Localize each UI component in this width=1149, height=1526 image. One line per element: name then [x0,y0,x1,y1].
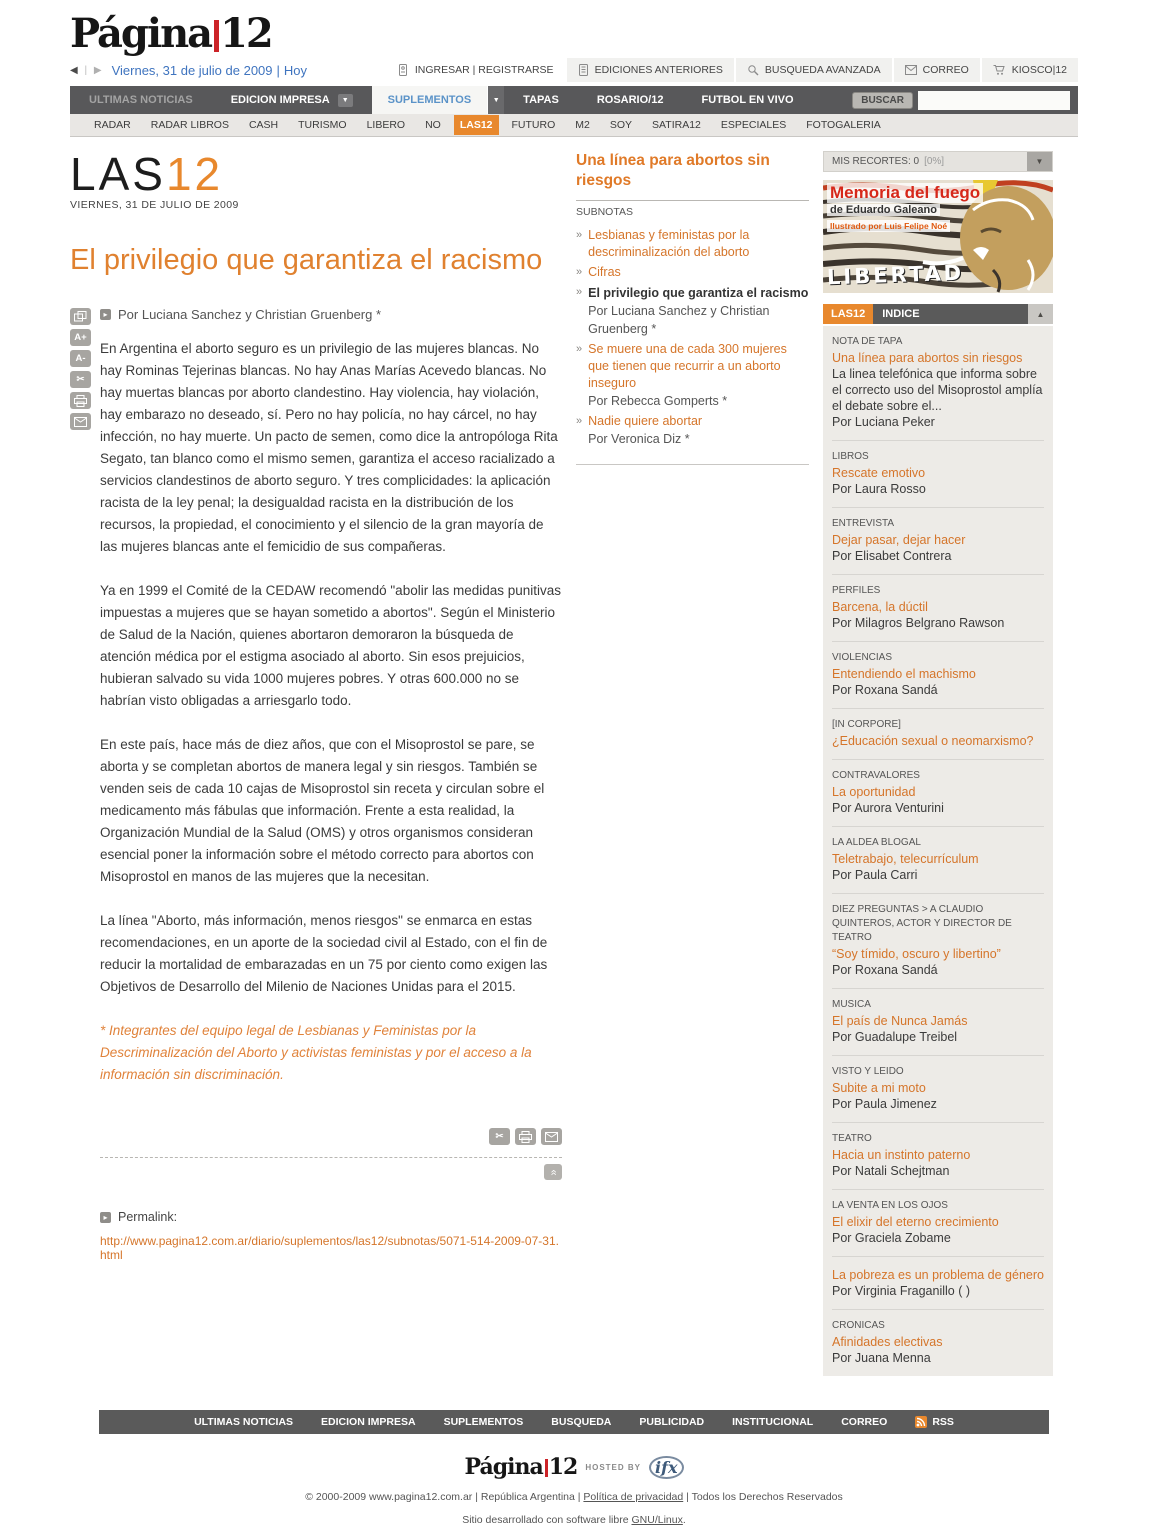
entry-section: LIBROS [832,451,869,462]
nav-search-area [852,86,1078,114]
entry-title-link[interactable]: Teletrabajo, telecurrículum [832,852,979,866]
entry-teaser: La linea telefónica que informa sobre el correcto uso del Misoprostol amplía el debate sobre el... [832,367,1043,413]
memoria-del-fuego-ad[interactable] [823,180,1053,293]
indice-entry [832,575,1044,642]
subnotas-list [576,227,809,448]
chevron-down-icon[interactable]: ▼ [487,86,504,114]
subnota-item-current [576,284,809,338]
entry-section: PERFILES [832,585,881,596]
correo-link[interactable] [894,58,980,82]
subnav-especiales[interactable]: ESPECIALES [720,119,787,131]
subnota-item [576,413,809,448]
entry-title-link[interactable]: Subite a mi moto [832,1081,926,1095]
chevron-down-icon[interactable]: ▼ [338,94,353,107]
today-link[interactable]: Hoy [283,62,308,78]
entry-title-link[interactable]: La oportunidad [832,785,916,799]
correo-label: CORREO [922,64,969,76]
indice-entries [823,326,1053,1376]
subnota-link[interactable]: Se muere una de cada 300 mujeres que tienen que recurrir a un aborto inseguro [588,342,787,390]
footer-pagina12-logo[interactable] [465,1454,578,1480]
subnota-item [576,341,809,410]
entry-section: CRONICAS [832,1320,885,1331]
email-icon[interactable] [541,1128,562,1145]
entry-section: CONTRAVALORES [832,770,920,781]
entry-title-link[interactable]: Barcena, la dúctil [832,600,928,614]
article-paragraph: En este país, hace más de diez años, que con el Misoprostol se pare, se aborta y se completan abortos de manera legal y sin riesgos. También se venden seis de cada 10 cajas de Misoprostol sin receta y circulan sobre el medicamento más fábulas que información. Frente a esta realidad, la Organización Mundial de la Salud (OMS) y otros organismos consideran esencial poner la información sobre el método correcto para abortos con Misoprostol en manos de las mujeres que la necesitan. [100,737,545,884]
privacy-policy-link[interactable]: Política de privacidad [583,1491,684,1503]
subnota-link[interactable]: Lesbianas y feministas por la descriminalización del aborto [588,228,750,259]
nav-futbol-en-vivo[interactable]: FUTBOL EN VIVO [701,94,794,106]
entry-title-link[interactable]: Dejar pasar, dejar hacer [832,533,966,547]
user-card-icon [398,64,409,76]
play-bullet-icon: ▸ [100,1212,111,1223]
subnota-item [576,264,809,281]
search-button[interactable]: BUSCAR [852,92,913,109]
main-nav [70,86,1078,114]
chevron-right-icon: » [576,286,583,298]
entry-author: Por Guadalupe Treibel [832,1030,958,1044]
ad-overlay-text: LIBERTAD [826,260,965,290]
oss-text: . [682,1514,686,1526]
gnu-linux-link[interactable]: GNU/Linux [631,1514,683,1526]
indice-entry [832,760,1044,827]
entry-title-link[interactable]: Rescate emotivo [832,466,926,480]
divider [576,464,809,465]
entry-section: VISTO Y LEIDO [832,1066,904,1077]
document-icon [578,64,589,76]
entry-title-link[interactable]: El país de Nunca Jamás [832,1014,968,1028]
entry-author: Por Natali Schejtman [832,1164,950,1178]
entry-section: TEATRO [832,1133,872,1144]
article-title: El privilegio que garantiza el racismo [70,244,543,276]
footer-busqueda[interactable]: BUSQUEDA [551,1416,612,1428]
entry-author: Por Luciana Peker [832,415,935,429]
subnav-radar-libros[interactable]: RADAR LIBROS [150,119,229,131]
subnota-link[interactable]: Cifras [588,265,621,279]
chevron-up-icon[interactable]: ▲ [1028,304,1053,324]
divider [576,200,809,201]
indice-bar [823,304,1053,324]
footer-institucional[interactable]: INSTITUCIONAL [732,1416,814,1428]
entry-section: ENTREVISTA [832,518,895,529]
nav-edicion-impresa-label: EDICION IMPRESA [230,94,330,106]
indice-entry [832,508,1044,575]
play-bullet-icon: ▸ [100,309,111,320]
header-toolbar [387,58,1078,82]
prev-day-arrow-icon[interactable]: ◀ [70,64,80,76]
nav-rosario12[interactable]: ROSARIO/12 [596,94,664,106]
entry-author: Por Laura Rosso [832,482,926,496]
copyright-line [70,1491,1078,1503]
ad-credit: Ilustrado por Luis Felipe Noé [827,220,950,232]
page [70,0,1078,1526]
subnav-satira12[interactable]: SATIRA12 [652,119,701,131]
footer-ultimas-noticias[interactable]: ULTIMAS NOTICIAS [194,1416,294,1428]
masthead-las: LAS [70,148,166,200]
subnav-cash[interactable]: CASH [248,119,279,131]
subnota-item [576,227,809,261]
article-paragraph: Ya en 1999 el Comité de la CEDAW recomendó "abolir las medidas punitivas impuestas a mujeres que se hayan sometido a abortos". Según el Ministerio de Salud de la Nación, quienes abortaron demoraron la búsqueda de atención médica por el estigma asociado al aborto. Sin esos prejuicios, hubieran salvado su vida 1000 mujeres pobres. Y otras 600.000 no se habrían visto obligadas a arriesgarlo todo. [100,583,562,708]
copyright-text: | Todos los Derechos Reservados [686,1491,843,1503]
dashed-divider [100,1157,562,1158]
chevron-right-icon: » [576,229,583,241]
subnav-libero[interactable]: LIBERO [366,119,406,131]
advanced-search-label: BUSQUEDA AVANZADA [764,64,881,76]
collapse-up-icon[interactable]: « [544,1164,562,1180]
article-column [70,148,562,1376]
font-smaller-button[interactable]: A- [70,350,91,367]
subnav-no[interactable]: NO [425,119,441,131]
subnav-m2[interactable]: M2 [575,119,590,131]
subnav-fotogaleria[interactable]: FOTOGALERIA [806,119,881,131]
entry-section: MUSICA [832,999,871,1010]
article-footnote: * Integrantes del equipo legal de Lesbianas y Feministas por la Descriminalización del Aborto y activistas feministas y por el acceso a la información sin discriminación. [100,1023,532,1082]
oss-text: Sitio desarrollado con software libre [462,1514,629,1526]
subnota-current-title: El privilegio que garantiza el racismo [588,286,809,300]
search-input[interactable] [918,91,1070,110]
article-paragraph: La línea "Aborto, más información, menos riesgos" se enmarca en estas recomendaciones, en un aporte de la sociedad civil al Estado, con el fin de reducir la mortalidad de embarazadas en un 75 por ciento como exigen las Objetivos de Desarrollo del Milenio de Naciones Unidas para el 2015. [100,913,548,994]
entry-section: VIOLENCIAS [832,652,893,663]
subnota-author: Por Luciana Sanchez y Christian Gruenberg * [588,304,770,336]
footer-correo[interactable]: CORREO [841,1416,888,1428]
entry-title-link[interactable]: La pobreza es un problema de género [832,1268,1044,1282]
indice-entry [832,1310,1044,1376]
subnav-soy[interactable]: SOY [609,119,633,131]
entry-title-link[interactable]: Hacia un instinto paterno [832,1148,971,1162]
chevron-right-icon: » [576,266,583,278]
email-icon[interactable] [70,413,91,430]
nav-tapas[interactable]: TAPAS [523,94,559,106]
entry-section: LA VENTA EN LOS OJOS [832,1200,948,1211]
oss-line [70,1514,1078,1526]
footer-rss[interactable] [915,1416,954,1428]
indice-entry [832,642,1044,709]
permalink-label: Permalink: [118,1210,178,1224]
footer-publicidad[interactable]: PUBLICIDAD [639,1416,705,1428]
nav-suplementos-label: SUPLEMENTOS [387,94,472,106]
entry-author: Por Roxana Sandá [832,963,938,977]
entry-author: Por Virginia Fraganillo ( ) [832,1284,971,1298]
copyright-text: © 2000-2009 www.pagina12.com.ar | República Argentina | [305,1491,581,1503]
logo-red-bar [214,20,219,52]
chevron-down-icon[interactable]: ▼ [1027,152,1052,171]
footer [70,1410,1078,1526]
previous-editions-link[interactable] [567,58,734,82]
entry-title-link[interactable]: Entendiendo el machismo [832,667,976,681]
footer-rss-label: RSS [932,1416,954,1428]
clip-scissors-icon[interactable]: ✂ [489,1128,510,1145]
subnav-turismo[interactable]: TURISMO [298,119,347,131]
indice-entry [832,709,1044,760]
indice-entry [832,989,1044,1056]
article-body [100,307,562,1262]
clip-scissors-icon[interactable]: ✂ [70,371,91,388]
kiosco-link[interactable] [982,58,1078,82]
date-separator: | [276,62,280,78]
entry-author: Por Elisabet Contrera [832,549,952,563]
indice-entry [832,1257,1044,1310]
subnav-las12-active[interactable]: LAS12 [454,115,499,135]
article-paragraph: En Argentina el aborto seguro es un privilegio de las mujeres blancas. No hay Rominas Tejerinas blancas. No hay Anas Marías Acevedo blancas. No hay muertas blancas por aborto clandestino. Hay violencia, hay violación, hay embarazo no deseado, sí. Pero no hay policía, no hay cárcel, no hay infección, no hay muerte. Un pacto de semen, como dice la antropóloga Rita Segato, tan blanco como el mismo semen, garantiza el acceso racializado a servicios clandestinos de aborto seguro. Y tres complicidades: la aplicación racista de la ley penal; la desigualdad racista en la distribución de los recursos, la propiedad, el conocimiento y el silencio de la gran mayoría de las mujeres blancas ante el femicidio de sus compañeras. [100,341,558,554]
entry-author: Por Roxana Sandá [832,683,938,697]
hosted-by-label: HOSTED BY [585,1462,641,1472]
mis-recortes-label: MIS RECORTES: 0 [832,156,920,167]
main-note-title[interactable]: Una línea para abortos sin riesgos [576,152,770,189]
search-icon [747,64,759,76]
entry-title-link[interactable]: El elixir del eterno crecimiento [832,1215,999,1229]
logo-red-bar [545,1459,548,1477]
permalink-url[interactable]: http://www.pagina12.com.ar/diario/suplementos/las12/subnotas/5071-514-2009-07-31.html [100,1234,559,1262]
chevron-right-icon: » [576,343,583,355]
logo-text-main: Página [464,1454,543,1480]
footer-edicion-impresa[interactable]: EDICION IMPRESA [321,1416,416,1428]
indice-label: INDICE [873,304,1028,324]
login-register-label: INGRESAR | REGISTRARSE [414,64,554,76]
subnotas-column [576,151,809,1376]
logo-text-num: 12 [548,1454,578,1480]
indice-entry [832,326,1044,441]
indice-entry [832,1123,1044,1190]
entry-section: LA ALDEA BLOGAL [832,837,921,848]
masthead-date: VIERNES, 31 DE JULIO DE 2009 [70,199,239,211]
entry-author: Por Graciela Zobame [832,1231,951,1245]
entry-title-link[interactable]: ¿Educación sexual o neomarxismo? [832,734,1034,748]
entry-title-link[interactable]: Una línea para abortos sin riesgos [832,351,1023,365]
entry-author: Por Aurora Venturini [832,801,944,815]
nav-edicion-impresa[interactable] [212,86,372,114]
entry-author: Por Paula Carri [832,868,918,882]
ifx-logo[interactable]: ifx [649,1456,684,1479]
subnota-link[interactable]: Nadie quiere abortar [588,414,703,428]
chevron-right-icon: » [576,415,583,427]
rss-icon [915,1416,927,1428]
nav-suplementos-active[interactable] [372,86,488,114]
entry-author: Por Milagros Belgrano Rawson [832,616,1005,630]
entry-section: DIEZ PREGUNTAS > A CLAUDIO QUINTEROS, ACTOR Y DIRECTOR DE TEATRO [832,904,1012,943]
mis-recortes-bar [823,151,1053,172]
footer-nav [99,1410,1049,1434]
ad-title: Memoria del fuego [827,183,983,203]
sidebar-column [823,151,1053,1376]
pagina12-logo[interactable] [70,12,1078,56]
article-end-tools [100,1128,562,1145]
masthead-12: 12 [165,148,224,200]
date-arrow-separator: | [84,64,90,76]
login-register-link[interactable] [387,58,565,82]
nav-ultimas-noticias[interactable]: ULTIMAS NOTICIAS [89,94,193,106]
subnav-radar[interactable]: RADAR [94,119,131,131]
indice-las12-tab[interactable]: LAS12 [823,304,873,324]
indice-entry [832,827,1044,894]
kiosco-label: KIOSCO|12 [1011,64,1067,76]
print-icon[interactable] [515,1128,536,1145]
article-tools [70,307,100,1262]
previous-editions-label: EDICIONES ANTERIORES [594,64,723,76]
entry-section: [IN CORPORE] [832,719,901,730]
content [70,148,1078,1376]
print-icon[interactable] [70,392,91,409]
ad-subtitle: de Eduardo Galeano [827,204,940,216]
subnotas-label: SUBNOTAS [576,206,633,218]
entry-title-link[interactable]: Afinidades electivas [832,1335,943,1349]
date-row [70,58,1078,82]
entry-section: NOTA DE TAPA [832,336,903,347]
logo-text-main: Página [70,10,212,57]
indice-entry [832,894,1044,989]
supplements-nav [70,114,1078,137]
envelope-icon [905,65,917,75]
article-byline [100,307,562,322]
permalink-block [100,1210,562,1262]
byline-text: Por Luciana Sanchez y Christian Gruenberg * [118,307,382,322]
entry-author: Por Paula Jimenez [832,1097,937,1111]
current-date-link[interactable]: Viernes, 31 de julio de 2009 [111,62,273,78]
subnota-author: Por Rebecca Gomperts * [588,394,728,408]
entry-author: Por Juana Menna [832,1351,931,1365]
font-bigger-button[interactable]: A+ [70,329,91,346]
mis-recortes-percent: [0%] [924,156,945,167]
next-day-arrow-icon[interactable]: ▶ [93,64,104,76]
subnav-futuro[interactable]: FUTURO [511,119,556,131]
open-window-icon[interactable] [70,308,91,325]
entry-title-link[interactable]: “Soy tímido, oscuro y libertino” [832,947,1001,961]
footer-suplementos[interactable]: SUPLEMENTOS [443,1416,524,1428]
cart-icon [993,64,1006,76]
logo-text-num: 12 [220,10,272,57]
advanced-search-link[interactable] [736,58,892,82]
las12-masthead [70,148,562,200]
indice-entry [832,1056,1044,1123]
indice-entry [832,441,1044,508]
subnota-author: Por Veronica Diz * [588,432,690,446]
indice-entry [832,1190,1044,1257]
